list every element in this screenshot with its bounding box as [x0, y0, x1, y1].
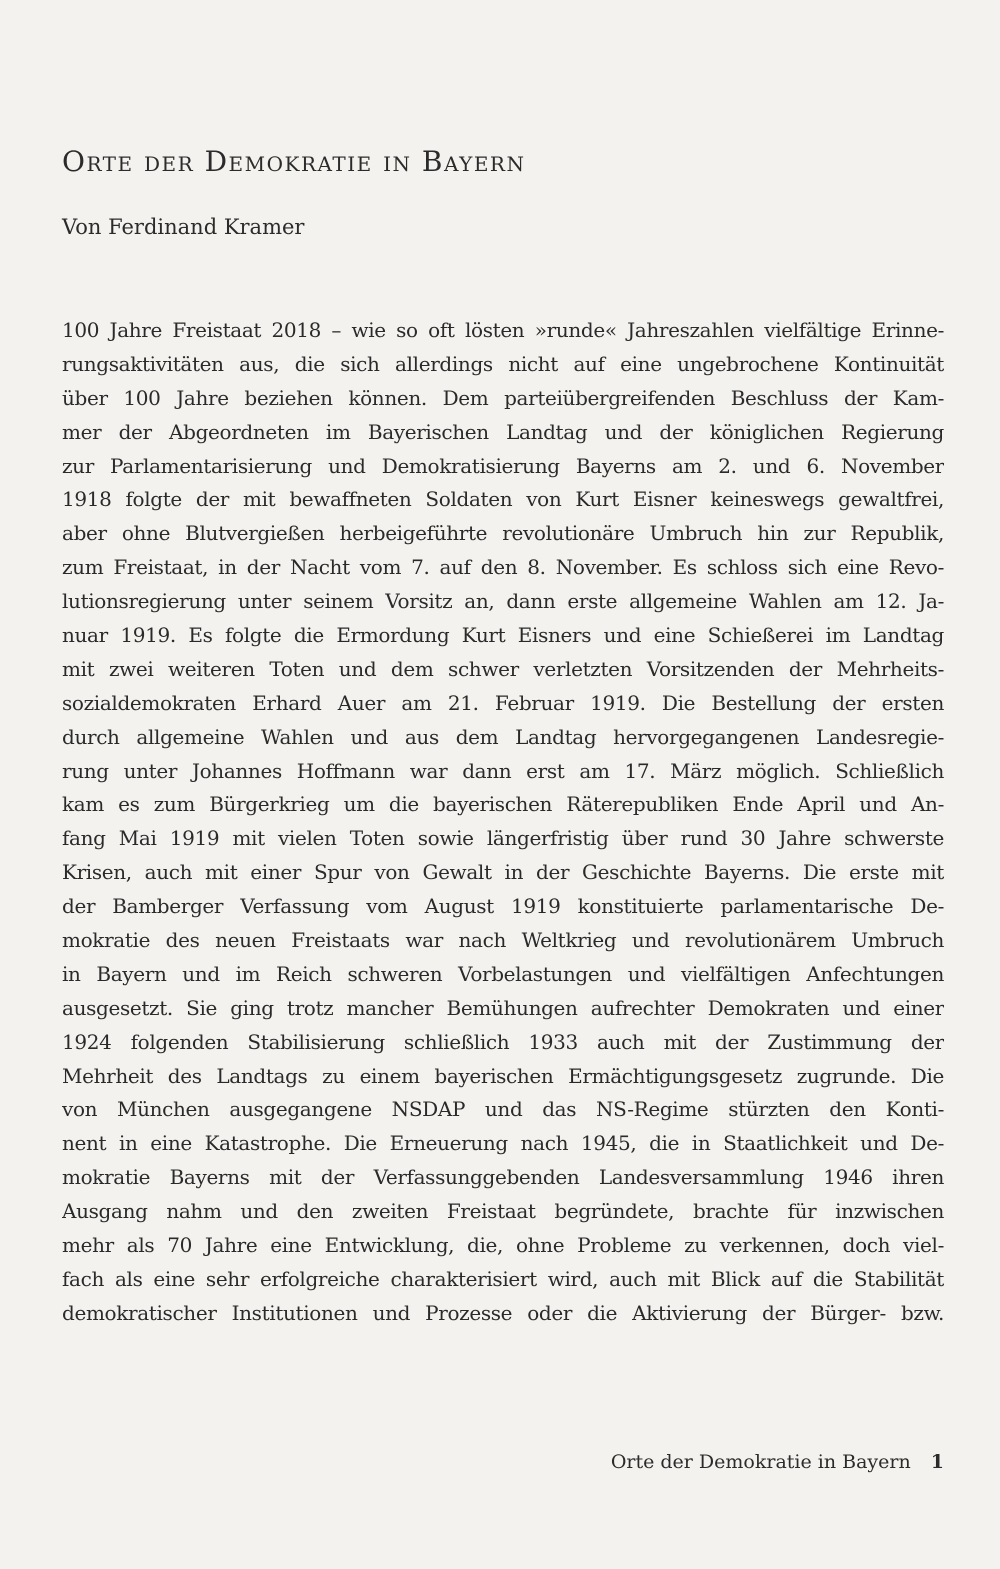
text-line: von München ausgegangene NSDAP und das NS-Regime stürzten den Konti- — [62, 1097, 944, 1122]
text-line: mit zwei weiteren Toten und dem schwer verletzten Vorsitzenden der Mehrheits- — [62, 656, 944, 681]
text-line: durch allgemeine Wahlen und aus dem Landtag hervorgegangenen Landesregie- — [62, 724, 944, 749]
text-line: über 100 Jahre beziehen können. Dem parteiübergreifenden Beschluss der Kam- — [62, 385, 944, 410]
page-number: 1 — [930, 1451, 944, 1473]
body-text — [62, 314, 944, 1331]
chapter-title: Orte der Demokratie in Bayern — [62, 145, 526, 178]
text-line: sozialdemokraten Erhard Auer am 21. Februar 1919. Die Bestellung der ersten — [62, 690, 944, 715]
text-line: 1918 folgte der mit bewaffneten Soldaten von Kurt Eisner keineswegs gewaltfrei, — [62, 487, 944, 512]
text-line: mokratie des neuen Freistaats war nach Weltkrieg und revolutionärem Umbruch — [62, 928, 944, 953]
text-line: rung unter Johannes Hoffmann war dann erst am 17. März möglich. Schließlich — [62, 758, 944, 783]
text-line: nent in eine Katastrophe. Die Erneuerung nach 1945, die in Staatlichkeit und De- — [62, 1131, 944, 1156]
text-line: mokratie Bayerns mit der Verfassunggebenden Landesversammlung 1946 ihren — [62, 1165, 944, 1190]
text-line: lutionsregierung unter seinem Vorsitz an, dann erste allgemeine Wahlen am 12. Ja- — [62, 589, 944, 614]
text-line: der Bamberger Verfassung vom August 1919 konstituierte parlamentarische De- — [62, 894, 944, 919]
text-line: demokratischer Institutionen und Prozesse oder die Aktivierung der Bürger- bzw. — [62, 1300, 944, 1325]
text-line: mer der Abgeordneten im Bayerischen Landtag und der königlichen Regierung — [62, 419, 944, 444]
text-line: zur Parlamentarisierung und Demokratisierung Bayerns am 2. und 6. November — [62, 453, 944, 478]
text-line: fang Mai 1919 mit vielen Toten sowie längerfristig über rund 30 Jahre schwerste — [62, 826, 944, 851]
text-line: Mehrheit des Landtags zu einem bayerischen Ermächtigungsgesetz zugrunde. Die — [62, 1063, 944, 1088]
text-line: 100 Jahre Freistaat 2018 – wie so oft lösten »runde« Jahreszahlen vielfältige Erinne- — [62, 318, 944, 342]
text-line: aber ohne Blutvergießen herbeigeführte revolutionäre Umbruch hin zur Republik, — [62, 521, 944, 546]
text-line: rungsaktivitäten aus, die sich allerdings nicht auf eine ungebrochene Kontinuität — [62, 351, 944, 376]
text-line: Krisen, auch mit einer Spur von Gewalt in der Geschichte Bayerns. Die erste mit — [62, 860, 944, 885]
text-line: ausgesetzt. Sie ging trotz mancher Bemühungen aufrechter Demokraten und einer — [62, 995, 944, 1020]
text-line: nuar 1919. Es folgte die Ermordung Kurt Eisners und eine Schießerei im Landtag — [62, 623, 944, 648]
text-line: 1924 folgenden Stabilisierung schließlich 1933 auch mit der Zustimmung der — [62, 1029, 944, 1054]
text-line: zum Freistaat, in der Nacht vom 7. auf den 8. November. Es schloss sich eine Revo- — [62, 555, 944, 580]
text-line: mehr als 70 Jahre eine Entwicklung, die, ohne Probleme zu verkennen, doch viel- — [62, 1233, 944, 1258]
text-line: Ausgang nahm und den zweiten Freistaat begründete, brachte für inzwischen — [62, 1199, 944, 1224]
text-line: fach als eine sehr erfolgreiche charakterisiert wird, auch mit Blick auf die Stabilität — [62, 1266, 944, 1291]
chapter-author: Von Ferdinand Kramer — [62, 215, 305, 239]
text-line: in Bayern und im Reich schweren Vorbelastungen und vielfältigen Anfechtungen — [62, 961, 944, 986]
page-footer — [611, 1448, 944, 1476]
running-title: Orte der Demokratie in Bayern — [610, 1451, 911, 1473]
text-line: kam es zum Bürgerkrieg um die bayerischen Räterepubliken Ende April und An- — [62, 792, 944, 817]
